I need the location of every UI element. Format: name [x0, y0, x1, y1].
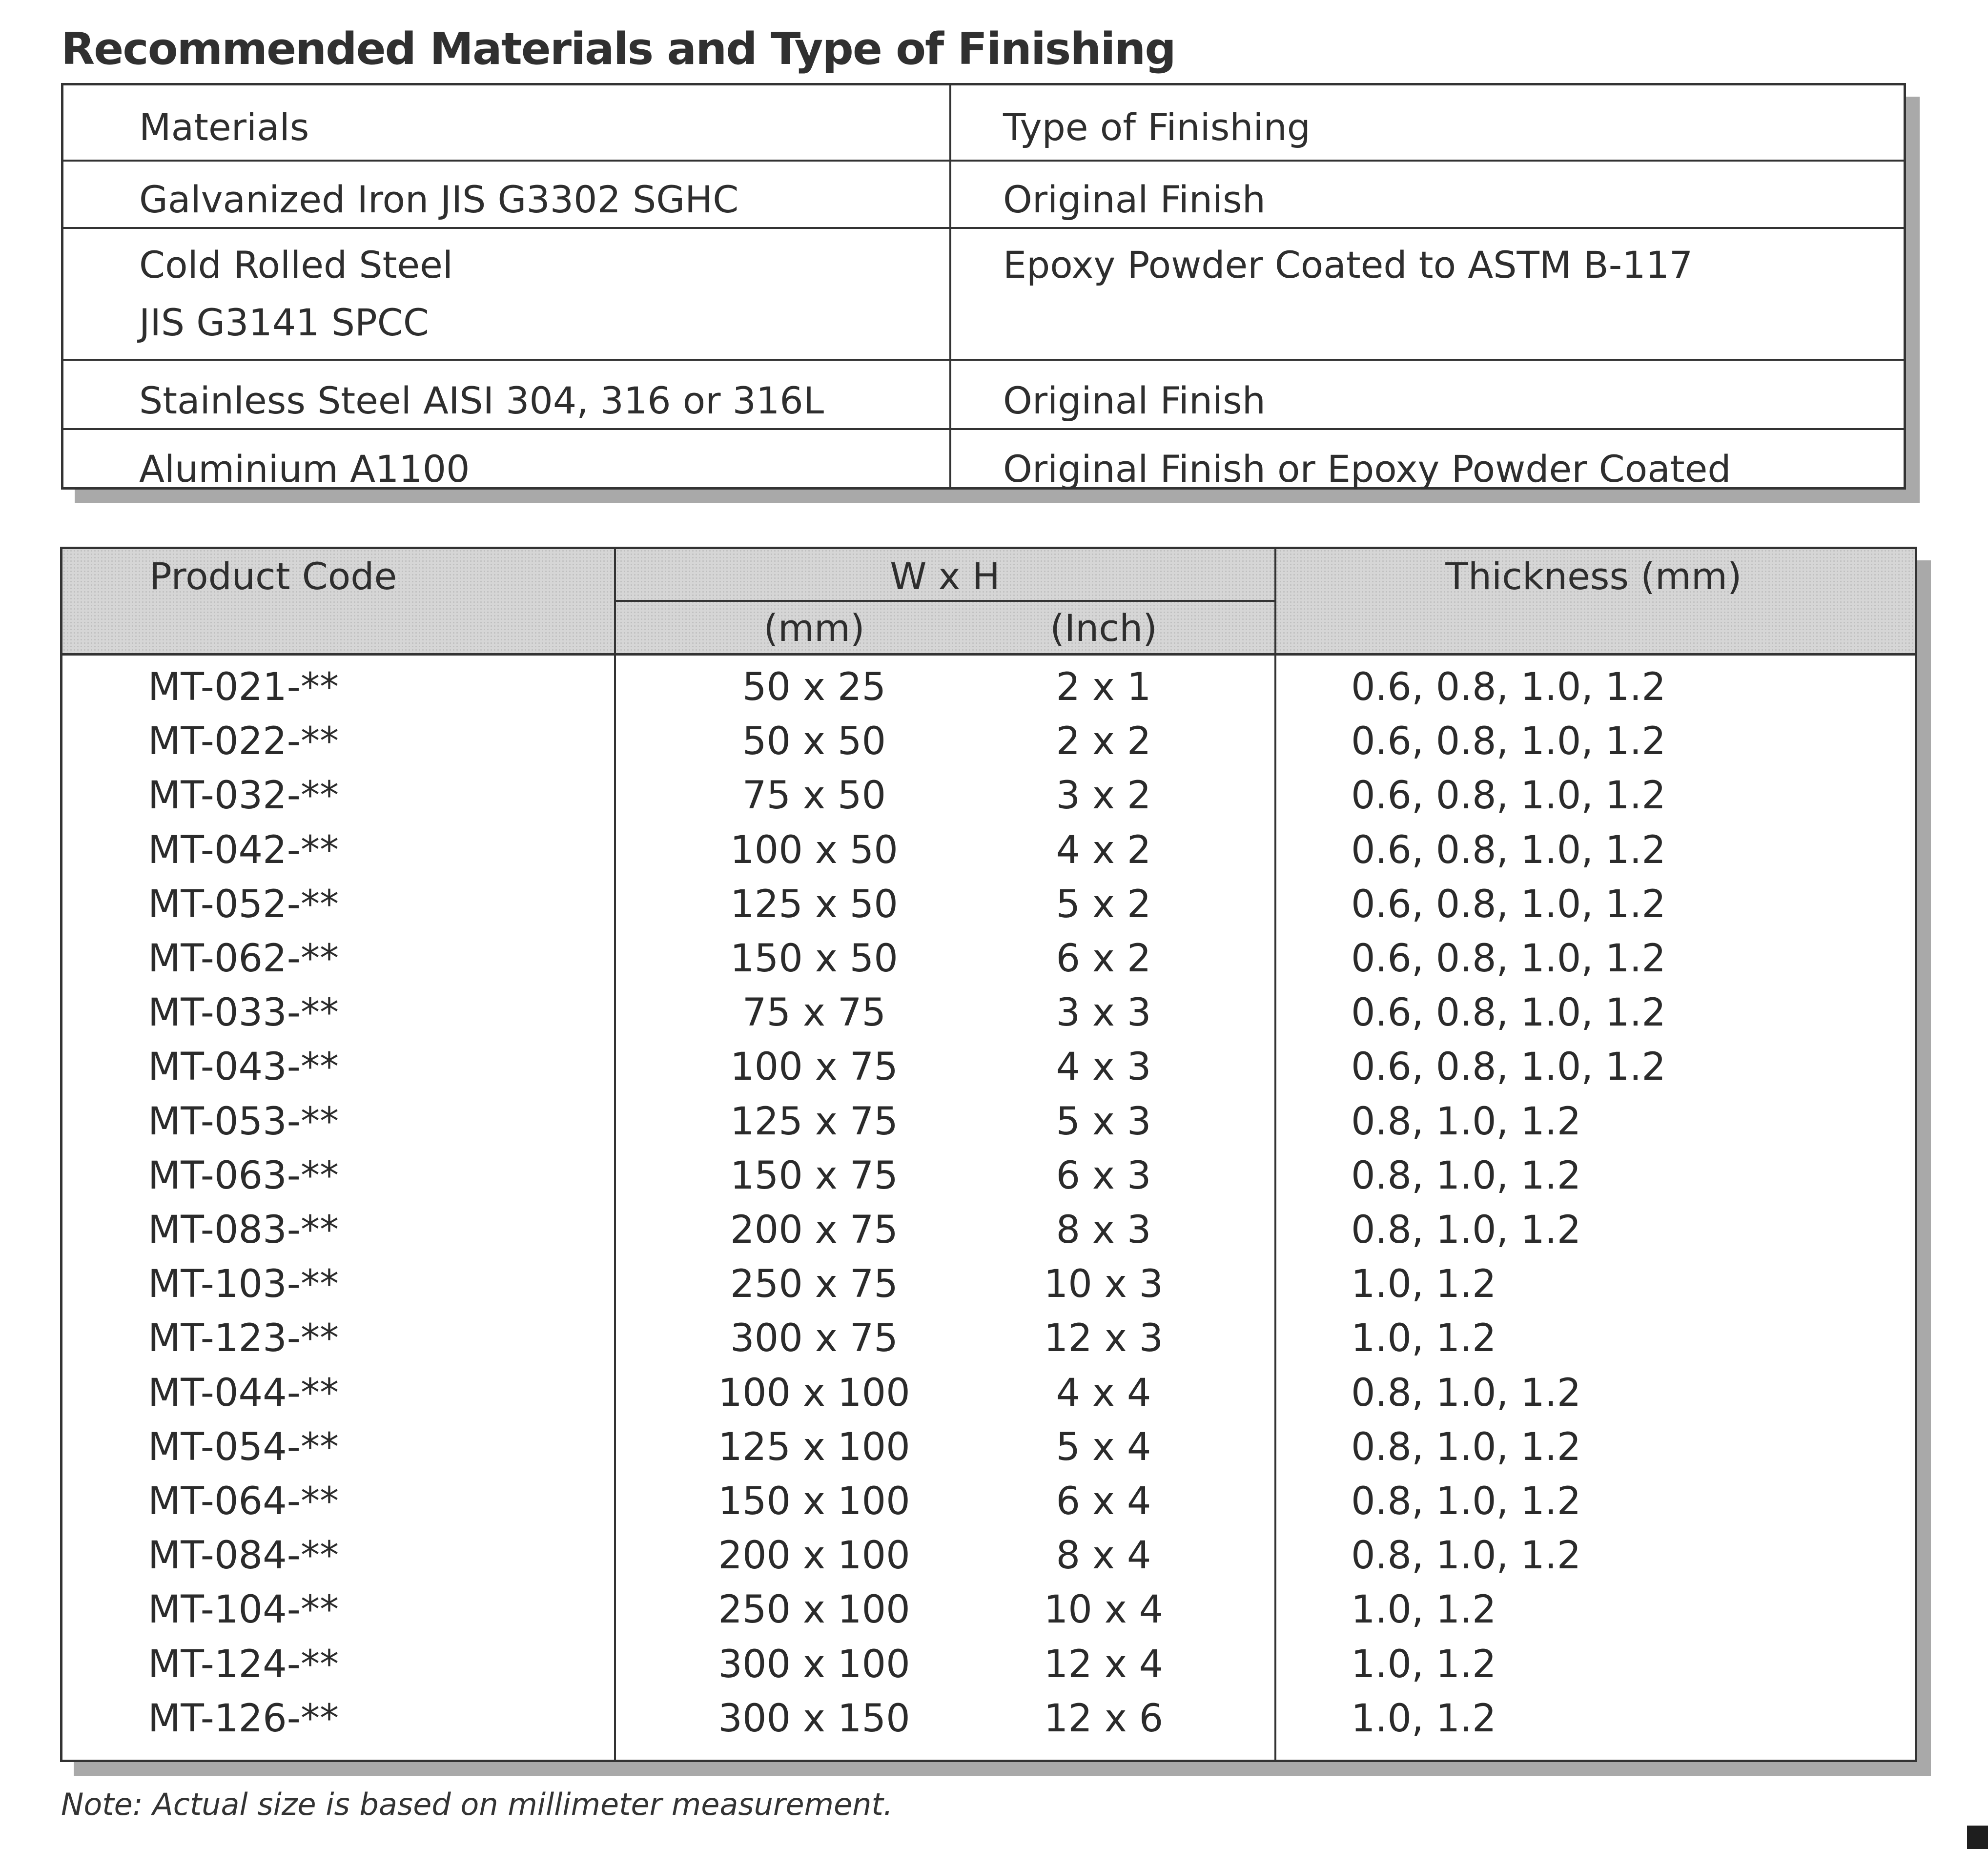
page-title: Recommended Materials and Type of Finishing: [61, 23, 1175, 75]
material-cell: Galvanized Iron JIS G3302 SGHC: [139, 178, 739, 221]
size-inch-cell: 5 x 2: [1056, 883, 1151, 926]
product-code-cell: MT-052-**: [148, 883, 339, 926]
size-mm-cell: 125 x 50: [730, 883, 898, 926]
header-finishing: Type of Finishing: [1003, 105, 1311, 149]
size-inch-cell: 10 x 4: [1044, 1588, 1164, 1632]
materials-table: [61, 83, 1906, 490]
size-mm-cell: 100 x 50: [730, 828, 898, 872]
product-code-cell: MT-104-**: [148, 1588, 339, 1632]
size-mm-cell: 150 x 100: [718, 1479, 910, 1523]
size-mm-cell: 125 x 100: [718, 1425, 910, 1469]
size-mm-cell: 75 x 75: [742, 991, 886, 1035]
product-code-cell: MT-126-**: [148, 1697, 339, 1741]
thickness-cell: 0.6, 0.8, 1.0, 1.2: [1351, 937, 1666, 981]
materials-row: [63, 430, 1904, 492]
size-inch-cell: 6 x 4: [1056, 1479, 1151, 1523]
size-mm-cell: 300 x 100: [718, 1643, 910, 1686]
size-mm-cell: 75 x 50: [742, 774, 886, 818]
size-mm-cell: 100 x 100: [718, 1371, 910, 1415]
size-inch-cell: 5 x 3: [1056, 1100, 1151, 1144]
header-inch: (Inch): [1050, 606, 1157, 650]
product-code-cell: MT-022-**: [148, 719, 339, 763]
materials-row: [63, 162, 1904, 229]
header-materials: Materials: [139, 105, 309, 149]
size-inch-cell: 5 x 4: [1056, 1425, 1151, 1469]
header-sub-divider: [614, 600, 1276, 602]
size-mm-cell: 300 x 75: [730, 1316, 898, 1360]
size-inch-cell: 2 x 1: [1056, 665, 1151, 709]
materials-table-wrapper: [61, 83, 1906, 490]
finishing-cell: Original Finish: [1003, 379, 1266, 422]
product-code-cell: MT-042-**: [148, 828, 339, 872]
product-code-cell: MT-054-**: [148, 1425, 339, 1469]
product-code-cell: MT-033-**: [148, 991, 339, 1035]
thickness-cell: 0.8, 1.0, 1.2: [1351, 1425, 1581, 1469]
finishing-cell: Original Finish: [1003, 178, 1266, 221]
material-cell: Cold Rolled Steel: [139, 243, 453, 287]
thickness-cell: 0.6, 0.8, 1.0, 1.2: [1351, 991, 1666, 1035]
thickness-cell: 0.8, 1.0, 1.2: [1351, 1208, 1581, 1252]
size-inch-cell: 3 x 2: [1056, 774, 1151, 818]
product-code-cell: MT-053-**: [148, 1100, 339, 1144]
product-code-cell: MT-021-**: [148, 665, 339, 709]
product-code-cell: MT-032-**: [148, 774, 339, 818]
size-mm-cell: 50 x 50: [742, 719, 886, 763]
finishing-cell: Epoxy Powder Coated to ASTM B-117: [1003, 243, 1693, 287]
finishing-cell: Original Finish or Epoxy Powder Coated: [1003, 447, 1731, 491]
thickness-cell: 0.6, 0.8, 1.0, 1.2: [1351, 719, 1666, 763]
size-mm-cell: 150 x 50: [730, 937, 898, 981]
size-mm-cell: 200 x 100: [718, 1534, 910, 1578]
product-code-cell: MT-084-**: [148, 1534, 339, 1578]
size-inch-cell: 4 x 2: [1056, 828, 1151, 872]
materials-header-row: [63, 85, 1904, 162]
size-inch-cell: 8 x 3: [1056, 1208, 1151, 1252]
size-inch-cell: 12 x 3: [1044, 1316, 1164, 1360]
thickness-cell: 0.8, 1.0, 1.2: [1351, 1154, 1581, 1198]
product-code-cell: MT-103-**: [148, 1262, 339, 1306]
product-code-cell: MT-124-**: [148, 1643, 339, 1686]
thickness-cell: 1.0, 1.2: [1351, 1262, 1496, 1306]
size-inch-cell: 6 x 3: [1056, 1154, 1151, 1198]
size-inch-cell: 12 x 6: [1044, 1697, 1164, 1741]
size-mm-cell: 150 x 75: [730, 1154, 898, 1198]
thickness-cell: 1.0, 1.2: [1351, 1643, 1496, 1686]
header-wxh: W x H: [890, 555, 1000, 598]
size-inch-cell: 3 x 3: [1056, 991, 1151, 1035]
size-mm-cell: 125 x 75: [730, 1100, 898, 1144]
footnote: Note: Actual size is based on millimeter measurement.: [61, 1787, 893, 1822]
size-mm-cell: 50 x 25: [742, 665, 886, 709]
materials-row: [63, 361, 1904, 430]
column-divider: [1274, 549, 1276, 1760]
product-code-cell: MT-043-**: [148, 1045, 339, 1089]
size-inch-cell: 8 x 4: [1056, 1534, 1151, 1578]
product-table: [60, 547, 1917, 1762]
size-inch-cell: 12 x 4: [1044, 1643, 1164, 1686]
column-divider: [614, 549, 616, 1760]
size-inch-cell: 6 x 2: [1056, 937, 1151, 981]
product-code-cell: MT-083-**: [148, 1208, 339, 1252]
size-inch-cell: 4 x 4: [1056, 1371, 1151, 1415]
thickness-cell: 1.0, 1.2: [1351, 1316, 1496, 1360]
thickness-cell: 0.8, 1.0, 1.2: [1351, 1479, 1581, 1523]
header-product-code: Product Code: [149, 555, 397, 598]
product-code-cell: MT-123-**: [148, 1316, 339, 1360]
header-thickness: Thickness (mm): [1445, 555, 1742, 598]
material-cell: Aluminium A1100: [139, 447, 470, 491]
size-inch-cell: 4 x 3: [1056, 1045, 1151, 1089]
material-cell: JIS G3141 SPCC: [139, 301, 429, 344]
size-mm-cell: 250 x 100: [718, 1588, 910, 1632]
size-mm-cell: 200 x 75: [730, 1208, 898, 1252]
material-cell: Stainless Steel AISI 304, 316 or 316L: [139, 379, 824, 422]
thickness-cell: 0.6, 0.8, 1.0, 1.2: [1351, 883, 1666, 926]
thickness-cell: 0.6, 0.8, 1.0, 1.2: [1351, 828, 1666, 872]
product-code-cell: MT-062-**: [148, 937, 339, 981]
thickness-cell: 0.8, 1.0, 1.2: [1351, 1100, 1581, 1144]
size-inch-cell: 10 x 3: [1044, 1262, 1164, 1306]
header-mm: (mm): [763, 606, 865, 650]
scan-corner-mark: [1967, 1826, 1988, 1849]
thickness-cell: 1.0, 1.2: [1351, 1588, 1496, 1632]
product-code-cell: MT-044-**: [148, 1371, 339, 1415]
thickness-cell: 0.8, 1.0, 1.2: [1351, 1534, 1581, 1578]
size-inch-cell: 2 x 2: [1056, 719, 1151, 763]
thickness-cell: 0.8, 1.0, 1.2: [1351, 1371, 1581, 1415]
product-table-wrapper: [60, 547, 1917, 1762]
product-code-cell: MT-064-**: [148, 1479, 339, 1523]
product-code-cell: MT-063-**: [148, 1154, 339, 1198]
thickness-cell: 0.6, 0.8, 1.0, 1.2: [1351, 1045, 1666, 1089]
size-mm-cell: 300 x 150: [718, 1697, 910, 1741]
thickness-cell: 1.0, 1.2: [1351, 1697, 1496, 1741]
materials-row: [63, 229, 1904, 361]
size-mm-cell: 100 x 75: [730, 1045, 898, 1089]
thickness-cell: 0.6, 0.8, 1.0, 1.2: [1351, 665, 1666, 709]
size-mm-cell: 250 x 75: [730, 1262, 898, 1306]
thickness-cell: 0.6, 0.8, 1.0, 1.2: [1351, 774, 1666, 818]
